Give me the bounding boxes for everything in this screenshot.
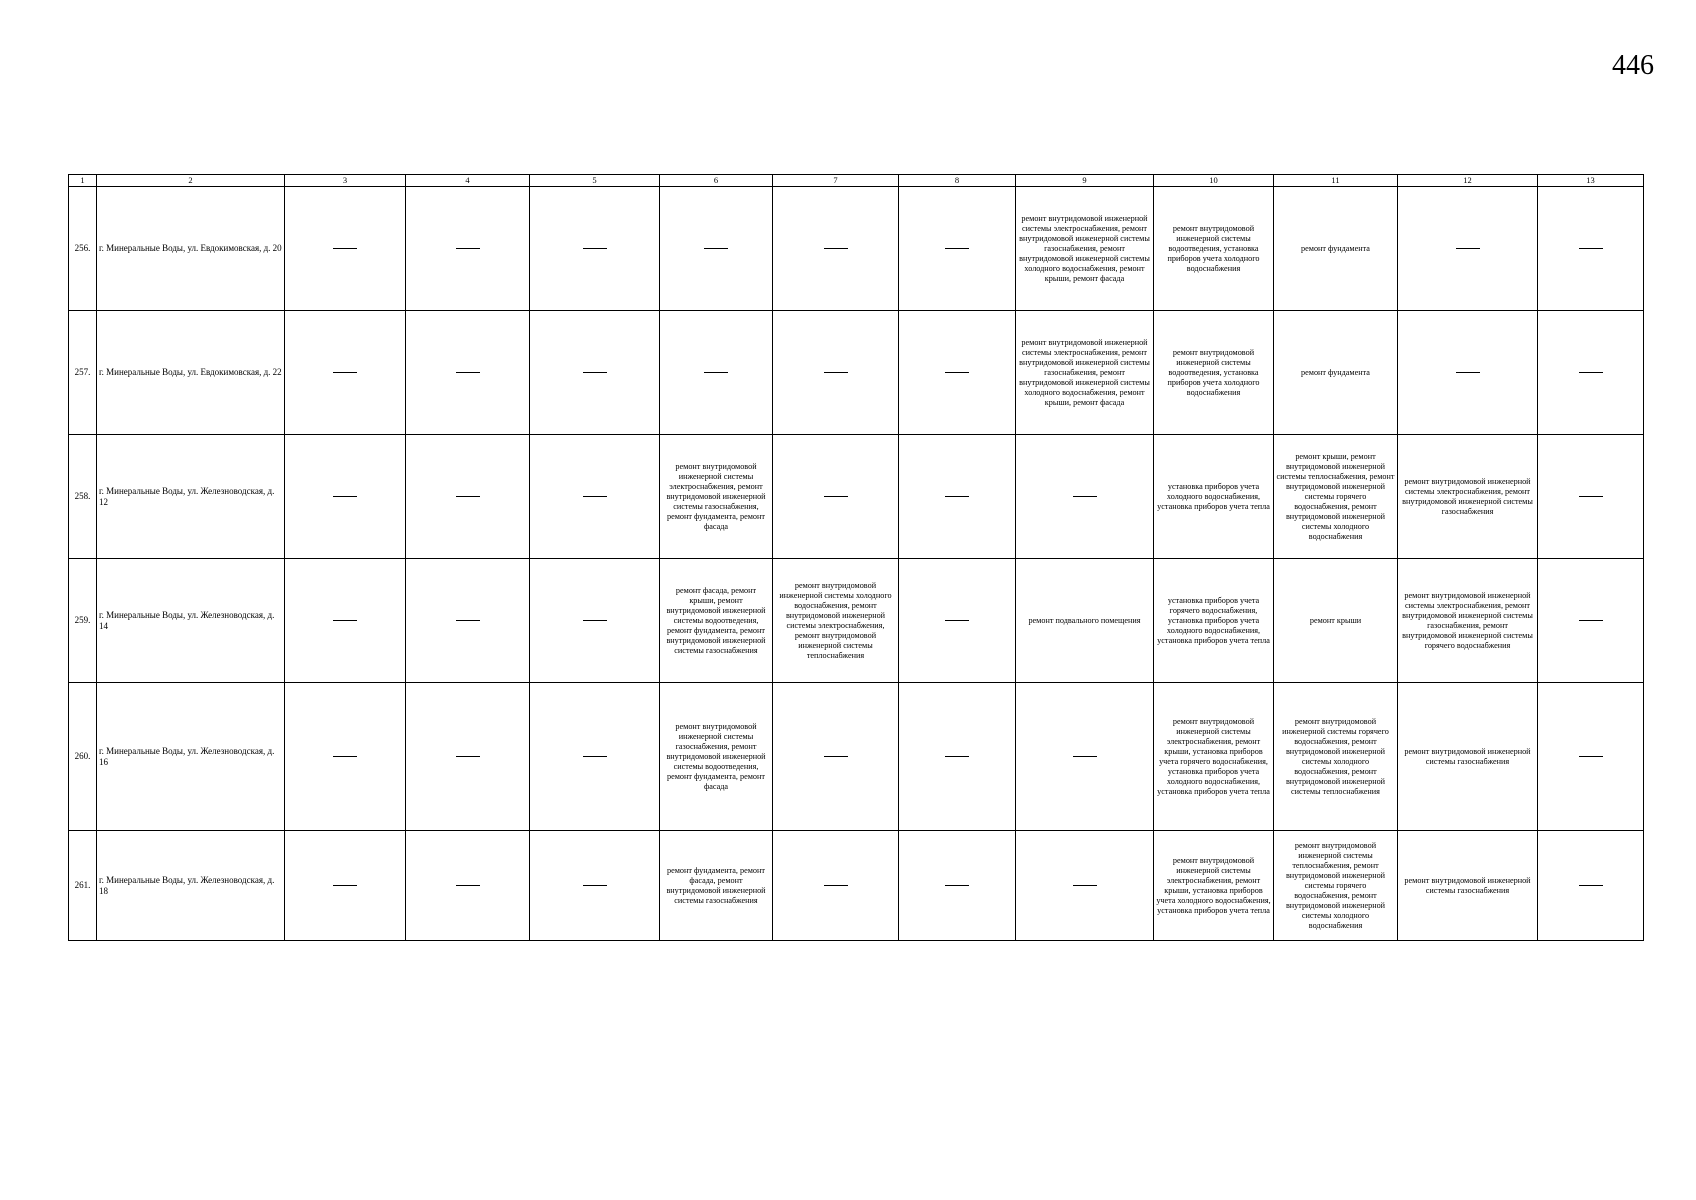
empty-cell <box>660 311 773 435</box>
work-cell-12: ремонт внутридомовой инженерной системы электроснабжения, ремонт внутридомовой инженерной системы газоснабжения <box>1398 435 1538 559</box>
work-cell-10: ремонт внутридомовой инженерной системы водоотведения, установка приборов учета холодного водоснабжения <box>1154 187 1274 311</box>
empty-cell <box>1398 311 1538 435</box>
dash-mark <box>583 885 607 886</box>
dash-mark <box>824 756 848 757</box>
empty-cell <box>285 311 406 435</box>
dash-mark <box>456 756 480 757</box>
empty-cell <box>1016 831 1154 941</box>
empty-cell <box>530 435 660 559</box>
empty-cell <box>285 683 406 831</box>
dash-mark <box>583 248 607 249</box>
empty-cell <box>1538 435 1644 559</box>
empty-cell <box>1016 683 1154 831</box>
dash-mark <box>945 248 969 249</box>
header-cell: 11 <box>1274 175 1398 187</box>
table-row <box>69 559 1644 683</box>
dash-mark <box>333 248 357 249</box>
dash-mark <box>824 496 848 497</box>
empty-cell <box>773 831 899 941</box>
dash-mark <box>1073 496 1097 497</box>
dash-mark <box>1579 372 1603 373</box>
empty-cell <box>773 311 899 435</box>
work-cell-11: ремонт крыши, ремонт внутридомовой инженерной системы теплоснабжения, ремонт внутридомовой инженерной системы горячего водоснабжения, ремонт внутридомовой инженерной системы холодного водоснабжения <box>1274 435 1398 559</box>
work-cell-10: ремонт внутридомовой инженерной системы водоотведения, установка приборов учета холодного водоснабжения <box>1154 311 1274 435</box>
work-cell-9: ремонт внутридомовой инженерной системы электроснабжения, ремонт внутридомовой инженерной системы газоснабжения, ремонт внутридомовой инженерной системы холодного водоснабжения, ремонт крыши, ремонт фасада <box>1016 187 1154 311</box>
empty-cell <box>773 683 899 831</box>
empty-cell <box>1538 831 1644 941</box>
row-number: 256. <box>69 187 97 311</box>
dash-mark <box>333 885 357 886</box>
dash-mark <box>824 372 848 373</box>
dash-mark <box>1579 496 1603 497</box>
empty-cell <box>285 435 406 559</box>
dash-mark <box>824 248 848 249</box>
empty-cell <box>899 435 1016 559</box>
header-cell: 6 <box>660 175 773 187</box>
header-cell: 3 <box>285 175 406 187</box>
empty-cell <box>406 831 530 941</box>
work-cell-10: ремонт внутридомовой инженерной системы электроснабжения, ремонт крыши, установка приборов учета горячего водоснабжения, установка приборов учета холодного водоснабжения, установка приборов учета тепла <box>1154 683 1274 831</box>
dash-mark <box>333 372 357 373</box>
address-cell: г. Минеральные Воды, ул. Евдокимовская, д. 22 <box>97 311 285 435</box>
dash-mark <box>333 756 357 757</box>
address-cell: г. Минеральные Воды, ул. Железноводская, д. 14 <box>97 559 285 683</box>
work-cell-7: ремонт внутридомовой инженерной системы холодного водоснабжения, ремонт внутридомовой инженерной системы электроснабжения, ремонт внутридомовой инженерной системы теплоснабжения <box>773 559 899 683</box>
dash-mark <box>456 620 480 621</box>
work-cell-6: ремонт фундамента, ремонт фасада, ремонт внутридомовой инженерной системы газоснабжения <box>660 831 773 941</box>
empty-cell <box>1538 683 1644 831</box>
row-number: 260. <box>69 683 97 831</box>
empty-cell <box>899 311 1016 435</box>
address-cell: г. Минеральные Воды, ул. Железноводская, д. 18 <box>97 831 285 941</box>
empty-cell <box>899 831 1016 941</box>
dash-mark <box>583 756 607 757</box>
dash-mark <box>1073 885 1097 886</box>
header-cell: 13 <box>1538 175 1644 187</box>
work-cell-12: ремонт внутридомовой инженерной системы газоснабжения <box>1398 683 1538 831</box>
dash-mark <box>583 372 607 373</box>
empty-cell <box>530 559 660 683</box>
header-cell: 2 <box>97 175 285 187</box>
dash-mark <box>333 620 357 621</box>
dash-mark <box>824 885 848 886</box>
work-cell-10: ремонт внутридомовой инженерной системы электроснабжения, ремонт крыши, установка приборов учета холодного водоснабжения, установка приборов учета тепла <box>1154 831 1274 941</box>
empty-cell <box>1538 559 1644 683</box>
dash-mark <box>945 496 969 497</box>
empty-cell <box>1016 435 1154 559</box>
address-cell: г. Минеральные Воды, ул. Железноводская, д. 12 <box>97 435 285 559</box>
dash-mark <box>1579 885 1603 886</box>
work-cell-6: ремонт внутридомовой инженерной системы электроснабжения, ремонт внутридомовой инженерной системы газоснабжения, ремонт фундамента, ремонт фасада <box>660 435 773 559</box>
empty-cell <box>899 187 1016 311</box>
table-row <box>69 311 1644 435</box>
row-number: 257. <box>69 311 97 435</box>
header-cell: 7 <box>773 175 899 187</box>
empty-cell <box>899 683 1016 831</box>
table-row <box>69 187 1644 311</box>
work-cell-9: ремонт подвального помещения <box>1016 559 1154 683</box>
dash-mark <box>945 372 969 373</box>
header-cell: 4 <box>406 175 530 187</box>
work-cell-11: ремонт фундамента <box>1274 187 1398 311</box>
table-row <box>69 435 1644 559</box>
header-cell: 10 <box>1154 175 1274 187</box>
empty-cell <box>1538 187 1644 311</box>
work-cell-10: установка приборов учета горячего водоснабжения, установка приборов учета холодного водоснабжения, установка приборов учета тепла <box>1154 559 1274 683</box>
dash-mark <box>456 885 480 886</box>
page-number: 446 <box>1612 50 1654 81</box>
dash-mark <box>1579 620 1603 621</box>
address-cell: г. Минеральные Воды, ул. Евдокимовская, д. 20 <box>97 187 285 311</box>
header-cell: 12 <box>1398 175 1538 187</box>
dash-mark <box>945 885 969 886</box>
dash-mark <box>456 496 480 497</box>
work-cell-12: ремонт внутридомовой инженерной системы электроснабжения, ремонт внутридомовой инженерной системы газоснабжения, ремонт внутридомовой инженерной системы горячего водоснабжения <box>1398 559 1538 683</box>
empty-cell <box>530 311 660 435</box>
work-cell-9: ремонт внутридомовой инженерной системы электроснабжения, ремонт внутридомовой инженерной системы газоснабжения, ремонт внутридомовой инженерной системы холодного водоснабжения, ремонт крыши, ремонт фасада <box>1016 311 1154 435</box>
empty-cell <box>899 559 1016 683</box>
empty-cell <box>660 187 773 311</box>
dash-mark <box>456 248 480 249</box>
work-cell-10: установка приборов учета холодного водоснабжения, установка приборов учета тепла <box>1154 435 1274 559</box>
work-cell-6: ремонт внутридомовой инженерной системы газоснабжения, ремонт внутридомовой инженерной системы водоотведения, ремонт фундамента, ремонт фасада <box>660 683 773 831</box>
empty-cell <box>285 559 406 683</box>
dash-mark <box>333 496 357 497</box>
dash-mark <box>1073 756 1097 757</box>
dash-mark <box>945 620 969 621</box>
table-row <box>69 831 1644 941</box>
empty-cell <box>1538 311 1644 435</box>
repair-schedule-table <box>68 174 1644 941</box>
work-cell-11: ремонт внутридомовой инженерной системы горячего водоснабжения, ремонт внутридомовой инженерной системы холодного водоснабжения, ремонт внутридомовой инженерной системы теплоснабжения <box>1274 683 1398 831</box>
table-row <box>69 683 1644 831</box>
empty-cell <box>406 311 530 435</box>
dash-mark <box>704 248 728 249</box>
work-cell-12: ремонт внутридомовой инженерной системы газоснабжения <box>1398 831 1538 941</box>
dash-mark <box>456 372 480 373</box>
empty-cell <box>530 683 660 831</box>
row-number: 259. <box>69 559 97 683</box>
empty-cell <box>406 187 530 311</box>
dash-mark <box>1579 756 1603 757</box>
dash-mark <box>583 496 607 497</box>
address-cell: г. Минеральные Воды, ул. Железноводская, д. 16 <box>97 683 285 831</box>
empty-cell <box>530 831 660 941</box>
work-cell-11: ремонт крыши <box>1274 559 1398 683</box>
empty-cell <box>406 683 530 831</box>
empty-cell <box>773 435 899 559</box>
header-cell: 1 <box>69 175 97 187</box>
header-cell: 8 <box>899 175 1016 187</box>
dash-mark <box>1579 248 1603 249</box>
work-cell-11: ремонт фундамента <box>1274 311 1398 435</box>
dash-mark <box>1456 248 1480 249</box>
dash-mark <box>945 756 969 757</box>
dash-mark <box>704 372 728 373</box>
empty-cell <box>285 831 406 941</box>
row-number: 261. <box>69 831 97 941</box>
empty-cell <box>530 187 660 311</box>
empty-cell <box>1398 187 1538 311</box>
empty-cell <box>773 187 899 311</box>
row-number: 258. <box>69 435 97 559</box>
work-cell-11: ремонт внутридомовой инженерной системы теплоснабжения, ремонт внутридомовой инженерной системы горячего водоснабжения, ремонт внутридомовой инженерной системы холодного водоснабжения <box>1274 831 1398 941</box>
empty-cell <box>406 435 530 559</box>
header-cell: 9 <box>1016 175 1154 187</box>
empty-cell <box>285 187 406 311</box>
header-row <box>69 175 1644 187</box>
work-cell-6: ремонт фасада, ремонт крыши, ремонт внутридомовой инженерной системы водоотведения, ремонт фундамента, ремонт внутридомовой инженерной системы газоснабжения <box>660 559 773 683</box>
header-cell: 5 <box>530 175 660 187</box>
empty-cell <box>406 559 530 683</box>
dash-mark <box>1456 372 1480 373</box>
dash-mark <box>583 620 607 621</box>
